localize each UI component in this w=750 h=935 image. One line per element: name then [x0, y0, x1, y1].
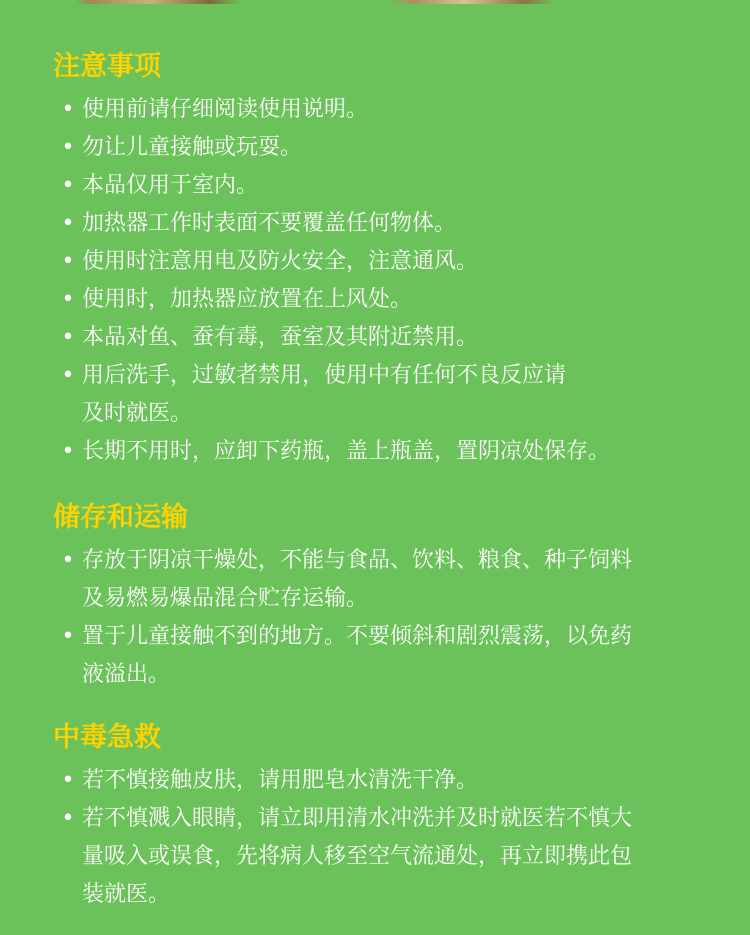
section-title-precautions: 注意事项	[53, 51, 161, 82]
list-item: • 本品对鱼、蚕有毒，蚕室及其附近禁用。	[0, 319, 750, 357]
bullet-icon: •	[61, 287, 75, 312]
bullet-icon: •	[61, 806, 75, 831]
section-title-first-aid: 中毒急救	[53, 722, 161, 753]
bullet-icon: •	[61, 439, 75, 464]
list-item: • 勿让儿童接触或玩耍。	[0, 129, 750, 167]
bullet-icon: •	[61, 548, 75, 573]
list-item: • 使用前请仔细阅读使用说明。	[0, 91, 750, 129]
list-item: • 若不慎溅入眼睛，请立即用清水冲洗并及时就医若不慎大 量吸入或误食，先将病人移至空气流通处，再立即携此包 装就医。	[0, 800, 750, 914]
list-item: • 长期不用时，应卸下药瓶，盖上瓶盖，置阴凉处保存。	[0, 433, 750, 471]
section-title-storage-transport: 储存和运输	[53, 502, 188, 533]
list-item: • 使用时，加热器应放置在上风处。	[0, 281, 750, 319]
bullet-icon: •	[61, 363, 75, 388]
bullet-icon: •	[61, 135, 75, 160]
first-aid-list	[0, 762, 750, 914]
list-item: • 置于儿童接触不到的地方。不要倾斜和剧烈震荡，以免药 液溢出。	[0, 618, 750, 694]
bullet-icon: •	[61, 325, 75, 350]
bullet-icon: •	[61, 173, 75, 198]
list-item: • 加热器工作时表面不要覆盖任何物体。	[0, 205, 750, 243]
bullet-icon: •	[61, 768, 75, 793]
list-item: • 使用时注意用电及防火安全，注意通风。	[0, 243, 750, 281]
precautions-list	[0, 91, 750, 471]
bullet-icon: •	[61, 249, 75, 274]
list-item: • 用后洗手，过敏者禁用，使用中有任何不良反应请 及时就医。	[0, 357, 750, 433]
list-item: • 存放于阴凉干燥处，不能与食品、饮料、粮食、种子饲料 及易燃易爆品混合贮存运输。	[0, 542, 750, 618]
list-item: • 若不慎接触皮肤，请用肥皂水清洗干净。	[0, 762, 750, 800]
bullet-icon: •	[61, 624, 75, 649]
storage-transport-list	[0, 542, 750, 694]
bullet-icon: •	[61, 97, 75, 122]
bullet-icon: •	[61, 211, 75, 236]
list-item: • 本品仅用于室内。	[0, 167, 750, 205]
top-image-strip	[0, 0, 750, 4]
